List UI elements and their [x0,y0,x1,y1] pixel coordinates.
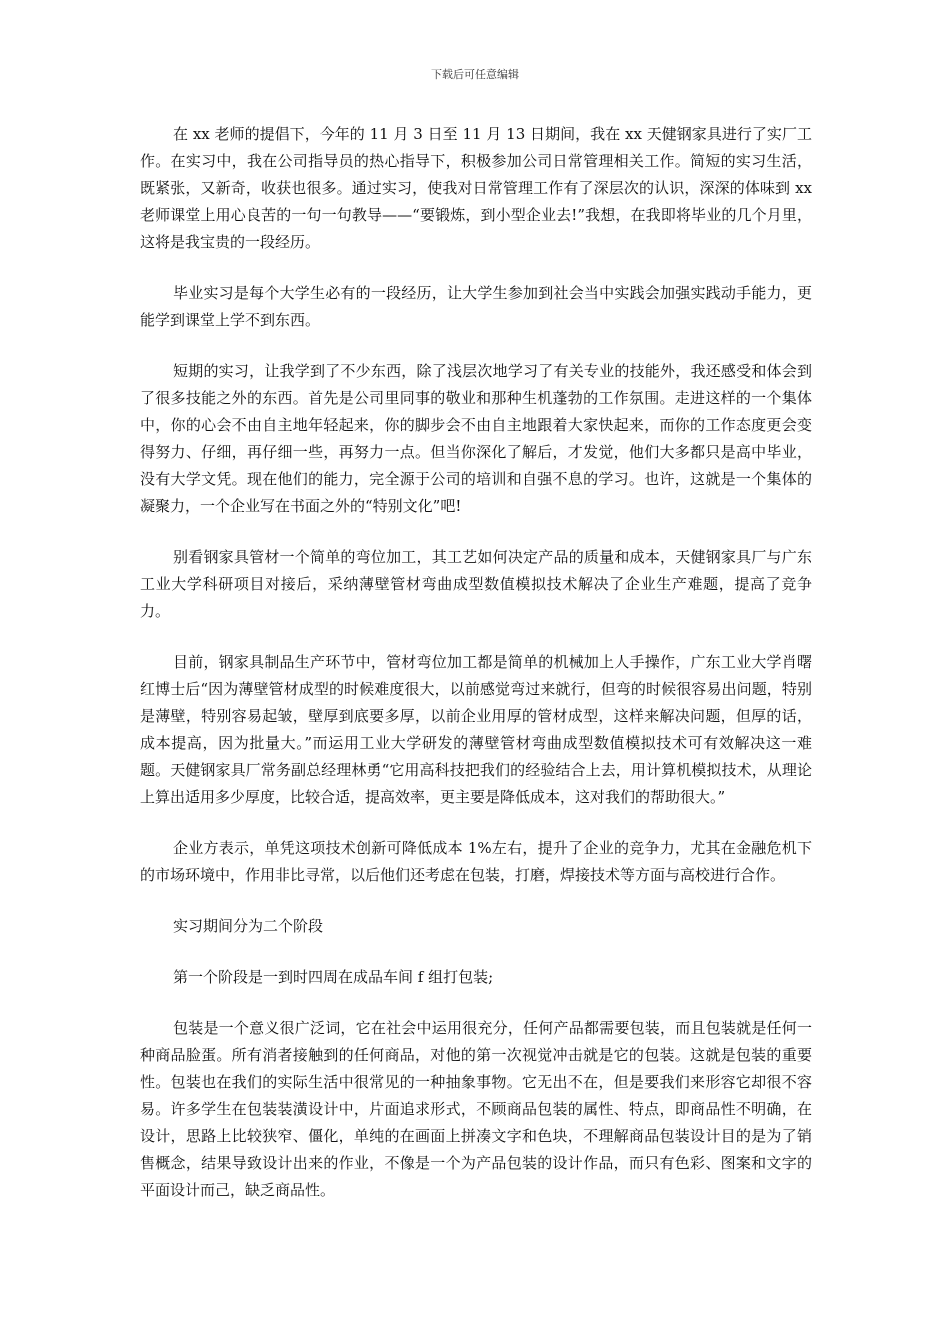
paragraph-1: 在 xx 老师的提倡下，今年的 11 月 3 日至 11 月 13 日期间，我在 xx 天健钢家具进行了实厂工作。在实习中，我在公司指导员的热心指导下，积极参加公司日常管理相关工作。简短的实习生活，既紧张，又新奇，收获也很多。通过实习，使我对日常管理工作有了深层次的认识，深深的体味到 xx 老师课堂上用心良苦的一句一句教导——“要锻炼，到小型企业去!”我想，在我即将毕业的几个月里，这将是我宝贵的一段经历。 [140,125,812,251]
paragraph-6: 企业方表示，单凭这项技术创新可降低成本 1%左右，提升了企业的竞争力，尤其在金融危机下的市场环境中，作用非比寻常，以后他们还考虑在包装，打磨，焊接技术等方面与高校进行合作。 [140,839,812,884]
paragraph-9: 包装是一个意义很广泛词，它在社会中运用很充分，任何产品都需要包装，而且包装就是任何一种商品脸蛋。所有消者接触到的任何商品，对他的第一次视觉冲击就是它的包装。这就是包装的重要性。包装也在我们的实际生活中很常见的一种抽象事物。它无出不在，但是要我们来形容它却很不容易。许多学生在包装装潢设计中，片面追求形式，不顾商品包装的属性、特点，即商品性不明确，在设计，思路上比较狭窄、僵化，单纯的在画面上拼凑文字和色块，不理解商品包装设计目的是为了销售概念，结果导致设计出来的作业，不像是一个为产品包装的设计作品，而只有色彩、图案和文字的平面设计而己，缺乏商品性。 [140,1019,812,1199]
paragraph-8: 第一个阶段是一到时四周在成品车间 f 组打包装; [173,968,494,986]
paragraph-5: 目前，钢家具制品生产环节中，管材弯位加工都是简单的机械加上人手操作，广东工业大学肖曙红博士后“因为薄壁管材成型的时候难度很大，以前感觉弯过来就行，但弯的时候很容易出问题，特别是薄壁，特别容易起皱，壁厚到底要多厚，以前企业用厚的管材成型，这样来解决问题，但厚的话，成本提高，因为批量大。”而运用工业大学研发的薄壁管材弯曲成型数值模拟技术可有效解决这一难题。天健钢家具厂常务副总经理林勇“它用高科技把我们的经验结合上去，用计算机模拟技术，从理论上算出适用多少厚度，比较合适，提高效率，更主要是降低成本，这对我们的帮助很大。” [140,653,812,806]
paragraph-4: 别看钢家具管材一个简单的弯位加工，其工艺如何决定产品的质量和成本，天健钢家具厂与广东工业大学科研项目对接后，采纳薄壁管材弯曲成型数值模拟技术解决了企业生产难题，提高了竞争力。 [140,548,812,620]
paragraph-2: 毕业实习是每个大学生必有的一段经历，让大学生参加到社会当中实践会加强实践动手能力，更能学到课堂上学不到东西。 [140,284,812,329]
paragraph-3: 短期的实习，让我学到了不少东西，除了浅层次地学习了有关专业的技能外，我还感受和体会到了很多技能之外的东西。首先是公司里同事的敬业和那种生机蓬勃的工作氛围。走进这样的一个集体中，你的心会不由自主地年轻起来，你的脚步会不由自主地跟着大家快起来，而你的工作态度更会变得努力、仔细，再仔细一些，再努力一点。但当你深化了解后，才发觉，他们大多都只是高中毕业，没有大学文凭。现在他们的能力，完全源于公司的培训和自强不息的学习。也许，这就是一个集体的凝聚力，一个企业写在书面之外的“特别文化”吧! [140,362,812,515]
document-body [140,121,812,1228]
page-header: 下载后可任意编辑 [431,68,519,81]
paragraph-7: 实习期间分为二个阶段 [173,917,324,935]
